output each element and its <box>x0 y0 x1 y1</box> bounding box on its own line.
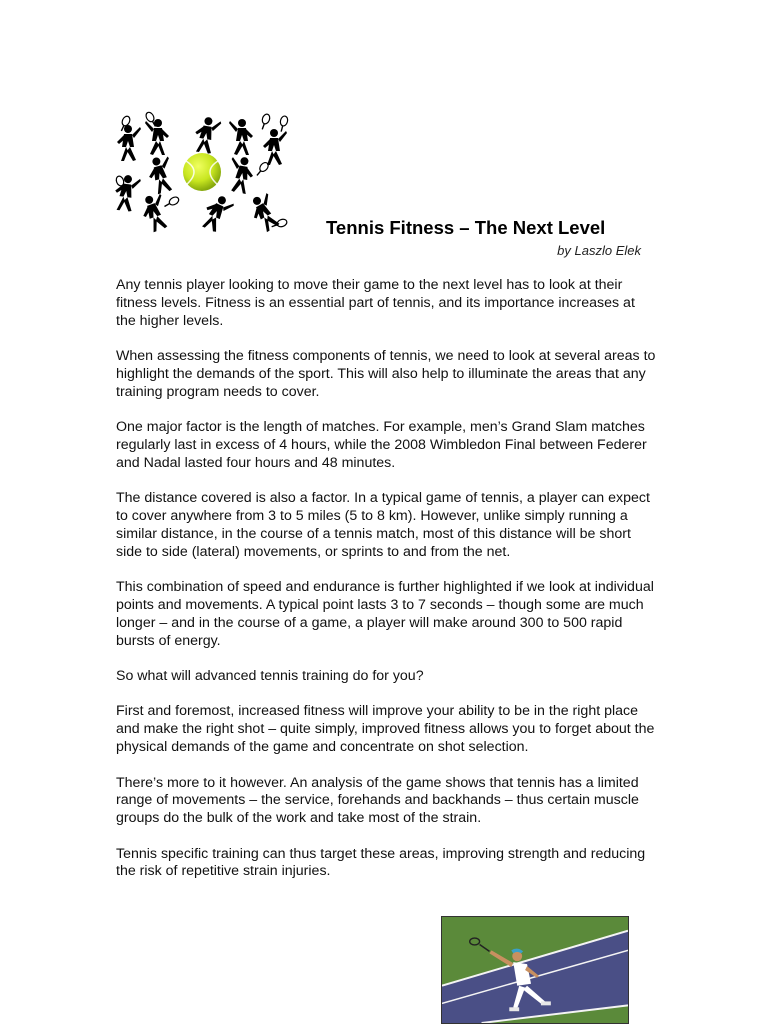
tennis-ball-icon <box>183 153 221 191</box>
paragraph: Tennis specific training can thus target these areas, improving strength and reducing the risk of repetitive strain injuries. <box>116 845 646 880</box>
tennis-silhouettes-illustration <box>114 105 294 240</box>
paragraph: One major factor is the length of matches. For example, men’s Grand Slam matches regularly last in excess of 4 hours, while the 2008 Wimbledon Final between Federer and Nadal lasted four hours and 48 minutes. <box>116 419 647 471</box>
paragraph: First and foremost, increased fitness will improve your ability to be in the right place and make the right shot – quite simply, improved fitness allows you to forget about the physical demands of the game and concentrate on shot selection. <box>116 703 655 756</box>
author-byline: by Laszlo Elek <box>557 243 641 258</box>
paragraph: This combination of speed and endurance is further highlighted if we look at individual points and movements. A typical point lasts 3 to 7 seconds – though some are much longer – and in the course of a game, a player will make around 300 to 500 rapid bursts of energy. <box>116 579 654 649</box>
paragraph: There’s more to it however. An analysis of the game shows that tennis has a limited range of movements – the service, forehands and backhands – thus certain muscle groups do the bulk of the work and take most of the strain. <box>116 774 639 827</box>
paragraph: The distance covered is also a factor. In a typical game of tennis, a player can expect to cover anywhere from 3 to 5 miles (5 to 8 km). However, unlike simply running a similar distance, in the course of a tennis match, most of this distance will be short side to side (lateral) movements, or sprints to and from the net. <box>116 490 650 560</box>
paragraph: So what will advanced tennis training do for you? <box>116 667 424 684</box>
paragraph: Any tennis player looking to move their game to the next level has to look at their fitness levels. Fitness is an essential part of tennis, and its importance increases at the higher levels. <box>116 277 635 329</box>
article-body <box>116 277 656 899</box>
tennis-player-photo <box>441 916 629 1024</box>
paragraph: When assessing the fitness components of tennis, we need to look at several areas to highlight the demands of the sport. This will also help to illuminate the areas that any training program needs to cover. <box>116 348 656 400</box>
page-title: Tennis Fitness – The Next Level <box>326 217 606 238</box>
